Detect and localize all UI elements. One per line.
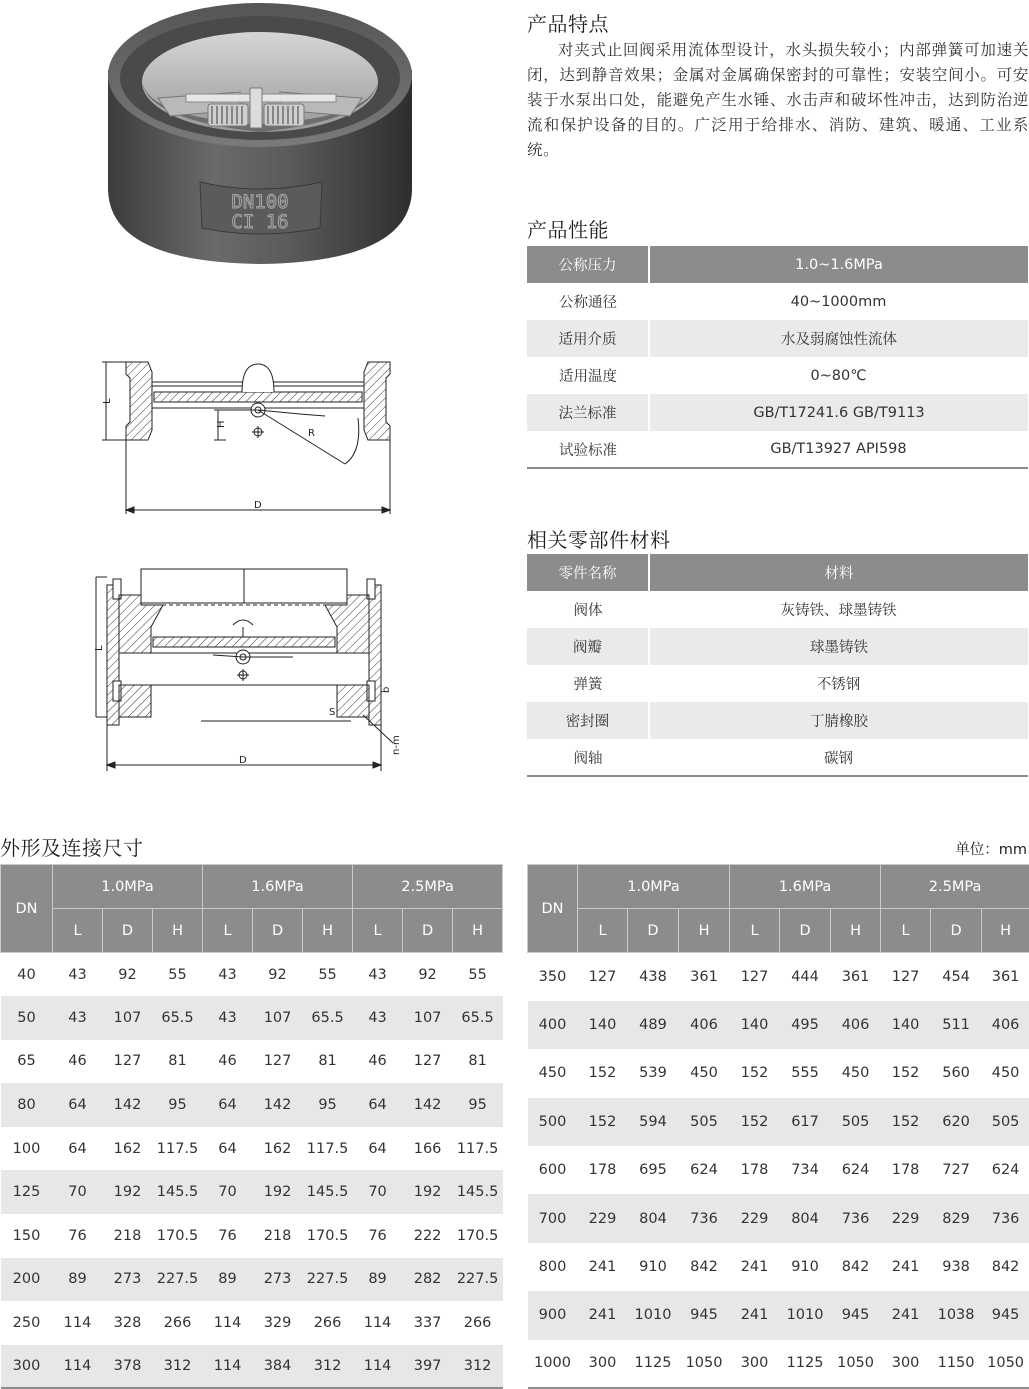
dn-cell: 400 xyxy=(528,1001,578,1049)
dimension-cell: 92 xyxy=(118,966,137,983)
dimension-cell: 227.5 xyxy=(453,1258,503,1302)
dimension-cell: 162 xyxy=(263,1140,292,1157)
table-row xyxy=(527,394,1028,431)
col-header: L xyxy=(53,909,103,953)
dimension-cell: 55 xyxy=(318,966,337,983)
dimension-cell: 114 xyxy=(53,1345,103,1389)
dimension-cell: 804 xyxy=(628,1194,679,1242)
dimension-cell: 95 xyxy=(453,1083,503,1127)
table-row xyxy=(528,1049,1029,1097)
dimension-cell: 170.5 xyxy=(156,1227,199,1244)
col-header: D xyxy=(931,909,982,953)
dimension-cell: 218 xyxy=(113,1227,142,1244)
col-header: D xyxy=(103,909,153,953)
dimension-cell: 505 xyxy=(831,1098,881,1146)
table-row xyxy=(527,554,1028,591)
dimension-cell: 145.5 xyxy=(303,1170,353,1214)
dimension-cell: 43 xyxy=(218,966,237,983)
dimension-cell: 273 xyxy=(103,1258,153,1302)
dimension-cell: 273 xyxy=(253,1258,303,1302)
dimension-cell: 127 xyxy=(588,968,617,985)
dimension-cell: 114 xyxy=(63,1315,92,1332)
unit-label: 单位：mm xyxy=(955,842,1027,858)
dimension-cell: 1038 xyxy=(931,1291,982,1339)
dimension-cell: 1010 xyxy=(628,1291,679,1339)
table-row xyxy=(527,739,1028,776)
dn-cell: 250 xyxy=(12,1315,41,1332)
spec-value: 水及弱腐蚀性流体 xyxy=(649,320,1028,357)
wafer-check-valve-image xyxy=(100,0,420,268)
table-row xyxy=(527,665,1028,702)
dn-cell: 100 xyxy=(12,1140,41,1157)
dimension-cell: 489 xyxy=(628,1001,679,1049)
table-row xyxy=(527,246,1028,283)
table-row xyxy=(1,1083,503,1127)
part-name: 阀轴 xyxy=(527,739,649,776)
valve-flange-drawing-2 xyxy=(93,565,413,773)
table-row xyxy=(1,1170,503,1214)
dimension-cell: 300 xyxy=(730,1340,780,1388)
table-row xyxy=(527,431,1028,468)
dimension-cell: 1010 xyxy=(780,1291,831,1339)
material: 丁腈橡胶 xyxy=(649,702,1028,739)
valve-section-drawing-1 xyxy=(100,352,405,517)
dimension-cell: 384 xyxy=(253,1345,303,1389)
dimension-cell: 555 xyxy=(791,1065,819,1082)
dimension-cell: 70 xyxy=(203,1170,253,1214)
dimension-cell: 736 xyxy=(679,1194,730,1242)
dimension-cell: 127 xyxy=(891,968,920,985)
dimension-cell: 55 xyxy=(468,966,487,983)
dn-cell: 350 xyxy=(538,968,567,985)
col-header: H xyxy=(679,909,730,953)
spec-value: 1.0~1.6MPa xyxy=(649,246,1028,283)
spec-value: 0~80℃ xyxy=(810,367,867,384)
dimension-cell: 114 xyxy=(213,1315,242,1332)
material: 球墨铸铁 xyxy=(649,628,1028,665)
col-header: L xyxy=(578,909,628,953)
dimension-cell: 114 xyxy=(363,1315,392,1332)
dimension-cell: 152 xyxy=(891,1065,920,1082)
dimension-cell: 222 xyxy=(413,1227,442,1244)
dimension-cell: 64 xyxy=(368,1140,387,1157)
dimension-cell: 192 xyxy=(253,1170,303,1214)
col-header: L xyxy=(203,909,253,953)
col-header: H xyxy=(831,909,881,953)
dimension-cell: 1125 xyxy=(628,1340,679,1388)
dimension-cell: 95 xyxy=(303,1083,353,1127)
dimension-cell: 127 xyxy=(740,968,769,985)
technical-drawing-1 xyxy=(100,352,405,517)
dimensions-table-right xyxy=(527,864,1029,1389)
dimension-cell: 43 xyxy=(203,996,253,1040)
dn-header: DN xyxy=(528,865,578,953)
dimension-cell: 65.5 xyxy=(153,996,203,1040)
dimension-cell: 337 xyxy=(413,1315,442,1332)
dimension-cell: 624 xyxy=(690,1162,718,1179)
dn-cell: 125 xyxy=(1,1170,53,1214)
dimension-cell: 945 xyxy=(982,1291,1029,1339)
dn-cell: 65 xyxy=(17,1053,36,1070)
dimension-cell: 152 xyxy=(881,1098,931,1146)
dimension-cell: 89 xyxy=(53,1258,103,1302)
spec-key: 公称通径 xyxy=(559,295,617,311)
materials-title: 相关零部件材料 xyxy=(527,528,671,552)
col-header: D xyxy=(253,909,303,953)
dimension-cell: 145.5 xyxy=(453,1170,503,1214)
dimension-cell: 140 xyxy=(578,1001,628,1049)
dimension-cell: 1050 xyxy=(982,1340,1029,1388)
table-row xyxy=(528,1243,1029,1291)
cast-text-2: CI 16 xyxy=(231,211,289,233)
drawing1-label-D: D xyxy=(254,500,262,511)
table-row xyxy=(527,628,1028,665)
table-row xyxy=(1,1301,503,1345)
col-header: H xyxy=(153,909,203,953)
dimension-cell: 229 xyxy=(578,1194,628,1242)
dimension-cell: 511 xyxy=(931,1001,982,1049)
dimension-cell: 127 xyxy=(113,1053,142,1070)
table-row xyxy=(527,591,1028,628)
dimension-cell: 140 xyxy=(881,1001,931,1049)
dimension-cell: 312 xyxy=(453,1345,503,1389)
dimension-cell: 241 xyxy=(891,1259,920,1276)
col-header: D xyxy=(780,909,831,953)
dimension-cell: 92 xyxy=(268,966,287,983)
table-row xyxy=(1,1127,503,1171)
dimension-cell: 55 xyxy=(168,966,187,983)
dimension-cell: 727 xyxy=(942,1162,970,1179)
dimension-cell: 361 xyxy=(690,968,718,985)
table-row xyxy=(1,1214,503,1258)
performance-table xyxy=(527,246,1028,469)
col-header: H xyxy=(453,909,503,953)
dimension-cell: 114 xyxy=(353,1345,403,1389)
dimension-cell: 64 xyxy=(218,1140,237,1157)
dimension-cell: 842 xyxy=(690,1259,718,1276)
features-title: 产品特点 xyxy=(527,12,609,36)
dn-header: DN xyxy=(1,865,53,953)
dimension-cell: 178 xyxy=(891,1162,920,1179)
dimension-cell: 64 xyxy=(68,1140,87,1157)
dimension-cell: 910 xyxy=(791,1259,819,1276)
cast-text-1: DN100 xyxy=(231,191,289,213)
dimension-cell: 266 xyxy=(313,1315,342,1332)
table-row xyxy=(527,320,1028,357)
dn-cell: 300 xyxy=(1,1345,53,1389)
dimension-cell: 438 xyxy=(639,968,667,985)
dimension-cell: 92 xyxy=(418,966,437,983)
dimension-cell: 140 xyxy=(730,1001,780,1049)
dimension-cell: 300 xyxy=(881,1340,931,1388)
dimension-cell: 95 xyxy=(153,1083,203,1127)
dimension-cell: 406 xyxy=(982,1001,1029,1049)
dimension-cell: 1050 xyxy=(679,1340,730,1388)
dimension-cell: 70 xyxy=(353,1170,403,1214)
dn-cell: 700 xyxy=(528,1194,578,1242)
dimension-cell: 142 xyxy=(253,1083,303,1127)
dimension-cell: 43 xyxy=(368,966,387,983)
dimension-cell: 107 xyxy=(103,996,153,1040)
dn-cell: 900 xyxy=(528,1291,578,1339)
dimension-cell: 142 xyxy=(103,1083,153,1127)
dimension-cell: 107 xyxy=(403,996,453,1040)
product-photo xyxy=(100,0,420,268)
dimension-cell: 329 xyxy=(263,1315,292,1332)
dimension-cell: 1050 xyxy=(831,1340,881,1388)
dimensions-table-left xyxy=(0,864,503,1389)
dimension-cell: 734 xyxy=(791,1162,819,1179)
dimension-cell: 170.5 xyxy=(456,1227,499,1244)
material: 不锈钢 xyxy=(816,677,861,693)
table-row xyxy=(528,1001,1029,1049)
performance-title: 产品性能 xyxy=(527,218,609,242)
table-row xyxy=(528,953,1029,1001)
dimension-cell: 1150 xyxy=(931,1340,982,1388)
pressure-group-header: 1.0MPa xyxy=(53,865,203,909)
dimension-cell: 192 xyxy=(403,1170,453,1214)
dimension-cell: 842 xyxy=(991,1259,1020,1276)
table-row xyxy=(528,1194,1029,1242)
dimension-cell: 266 xyxy=(463,1315,492,1332)
col-header: D xyxy=(403,909,453,953)
drawing2-label-nm: n-m xyxy=(391,735,402,755)
part-name: 阀体 xyxy=(573,603,603,619)
dimension-cell: 145.5 xyxy=(153,1170,203,1214)
table-row xyxy=(1,1345,503,1389)
dn-cell: 200 xyxy=(1,1258,53,1302)
dimension-cell: 152 xyxy=(578,1098,628,1146)
dimension-cell: 64 xyxy=(203,1083,253,1127)
dimension-cell: 89 xyxy=(203,1258,253,1302)
dimension-cell: 539 xyxy=(639,1065,667,1082)
spec-key: 适用温度 xyxy=(559,369,617,385)
dimension-cell: 695 xyxy=(639,1162,667,1179)
dimension-cell: 218 xyxy=(263,1227,292,1244)
dimension-cell: 166 xyxy=(413,1140,442,1157)
table-row xyxy=(1,1040,503,1084)
spec-value: GB/T17241.6 GB/T9113 xyxy=(649,394,1028,431)
dn-cell: 600 xyxy=(538,1162,567,1179)
dimension-cell: 76 xyxy=(218,1227,237,1244)
dimension-cell: 76 xyxy=(68,1227,87,1244)
dimension-cell: 43 xyxy=(53,996,103,1040)
drawing2-label-D: D xyxy=(239,755,247,766)
table-row xyxy=(527,283,1028,320)
dimension-cell: 127 xyxy=(413,1053,442,1070)
pressure-group-header: 2.5MPa xyxy=(353,865,503,909)
dimension-cell: 170.5 xyxy=(306,1227,349,1244)
dimension-cell: 842 xyxy=(841,1259,870,1276)
dimension-cell: 406 xyxy=(679,1001,730,1049)
table-row xyxy=(1,1258,503,1302)
part-name-header: 零件名称 xyxy=(527,554,649,591)
pressure-group-header: 1.6MPa xyxy=(730,865,881,909)
dimension-cell: 312 xyxy=(303,1345,353,1389)
dn-cell: 450 xyxy=(538,1065,567,1082)
dimension-cell: 620 xyxy=(931,1098,982,1146)
dn-cell: 800 xyxy=(538,1259,567,1276)
spec-value: 40~1000mm xyxy=(790,293,887,310)
dimension-cell: 114 xyxy=(203,1345,253,1389)
table-row xyxy=(527,702,1028,739)
dimension-cell: 266 xyxy=(163,1315,192,1332)
dn-cell: 150 xyxy=(12,1227,41,1244)
dimension-cell: 162 xyxy=(113,1140,142,1157)
dimension-cell: 312 xyxy=(153,1345,203,1389)
spec-value: GB/T13927 API598 xyxy=(649,431,1028,468)
dimension-cell: 65.5 xyxy=(453,996,503,1040)
dimension-cell: 454 xyxy=(942,968,970,985)
dimension-cell: 65.5 xyxy=(303,996,353,1040)
drawing1-label-R: R xyxy=(308,428,315,439)
material: 碳钢 xyxy=(649,739,1028,776)
dimension-cell: 241 xyxy=(588,1259,617,1276)
dimension-cell: 229 xyxy=(730,1194,780,1242)
material: 灰铸铁、球墨铸铁 xyxy=(780,603,897,619)
dimension-cell: 300 xyxy=(578,1340,628,1388)
dn-cell: 80 xyxy=(1,1083,53,1127)
dimension-cell: 397 xyxy=(403,1345,453,1389)
dimension-cell: 117.5 xyxy=(456,1140,499,1157)
dimension-cell: 81 xyxy=(168,1053,187,1070)
dimension-cell: 43 xyxy=(353,996,403,1040)
dn-cell: 40 xyxy=(17,966,36,983)
dimension-cell: 117.5 xyxy=(306,1140,349,1157)
drawing2-label-b: b xyxy=(381,686,392,693)
spec-key: 公称压力 xyxy=(527,246,649,283)
dimension-cell: 450 xyxy=(690,1065,718,1082)
dn-cell: 1000 xyxy=(528,1340,578,1388)
pressure-group-header: 2.5MPa xyxy=(881,865,1029,909)
dimension-cell: 152 xyxy=(730,1098,780,1146)
pressure-group-header: 1.6MPa xyxy=(203,865,353,909)
col-header: L xyxy=(881,909,931,953)
dimension-cell: 378 xyxy=(103,1345,153,1389)
dimension-cell: 945 xyxy=(831,1291,881,1339)
dimension-cell: 117.5 xyxy=(156,1140,199,1157)
drawing1-label-H: H xyxy=(216,420,227,428)
dimension-cell: 89 xyxy=(353,1258,403,1302)
col-header: D xyxy=(628,909,679,953)
material-header: 材料 xyxy=(649,554,1028,591)
dimension-cell: 328 xyxy=(113,1315,142,1332)
dimension-cell: 227.5 xyxy=(153,1258,203,1302)
dimension-cell: 178 xyxy=(740,1162,769,1179)
dimension-cell: 227.5 xyxy=(303,1258,353,1302)
dimension-cell: 46 xyxy=(368,1053,387,1070)
table-row xyxy=(528,1098,1029,1146)
dimension-cell: 910 xyxy=(639,1259,667,1276)
dimension-cell: 1125 xyxy=(780,1340,831,1388)
table-row xyxy=(528,1146,1029,1194)
col-header: L xyxy=(353,909,403,953)
dimension-cell: 43 xyxy=(68,966,87,983)
dimension-cell: 505 xyxy=(982,1098,1029,1146)
dimension-cell: 64 xyxy=(53,1083,103,1127)
dimension-cell: 804 xyxy=(780,1194,831,1242)
dimension-cell: 70 xyxy=(53,1170,103,1214)
drawing2-label-L: L xyxy=(94,645,105,651)
spec-key: 适用介质 xyxy=(527,320,649,357)
dimension-cell: 81 xyxy=(468,1053,487,1070)
dimension-cell: 560 xyxy=(942,1065,970,1082)
dimension-cell: 241 xyxy=(578,1291,628,1339)
spec-key: 试验标准 xyxy=(527,431,649,468)
dimension-cell: 444 xyxy=(791,968,819,985)
dimension-cell: 107 xyxy=(253,996,303,1040)
col-header: H xyxy=(982,909,1029,953)
drawing2-label-S: S xyxy=(329,707,336,718)
dn-cell: 500 xyxy=(528,1098,578,1146)
dimension-cell: 450 xyxy=(841,1065,870,1082)
dimension-cell: 624 xyxy=(841,1162,870,1179)
col-header: L xyxy=(730,909,780,953)
dimension-cell: 64 xyxy=(353,1083,403,1127)
technical-drawing-2 xyxy=(93,565,413,773)
dn-cell: 50 xyxy=(1,996,53,1040)
dimension-cell: 127 xyxy=(263,1053,292,1070)
part-name: 密封圈 xyxy=(527,702,649,739)
dimension-cell: 241 xyxy=(730,1291,780,1339)
part-name: 阀瓣 xyxy=(527,628,649,665)
dimensions-title: 外形及连接尺寸 xyxy=(0,836,144,860)
dimension-cell: 46 xyxy=(218,1053,237,1070)
col-header: H xyxy=(303,909,353,953)
table-row xyxy=(527,357,1028,394)
dimension-cell: 46 xyxy=(68,1053,87,1070)
dimension-cell: 81 xyxy=(318,1053,337,1070)
materials-table xyxy=(527,554,1028,777)
dimension-cell: 241 xyxy=(881,1291,931,1339)
dimension-cell: 594 xyxy=(628,1098,679,1146)
dimension-cell: 178 xyxy=(588,1162,617,1179)
dimension-cell: 450 xyxy=(991,1065,1020,1082)
features-text: 对夹式止回阀采用流体型设计，水头损失较小；内部弹簧可加速关闭，达到静音效果；金属对金属确保密封的可靠性；安装空间小。可安装于水泵出口处，能避免产生水锤、水击声和破坏性冲击，达到防治逆流和保护设备的目的。广泛用于给排水、消防、建筑、暖通、工业系统。 xyxy=(527,41,1029,159)
table-row xyxy=(528,1291,1029,1339)
pressure-group-header: 1.0MPa xyxy=(578,865,730,909)
dimension-cell: 282 xyxy=(403,1258,453,1302)
dimension-cell: 361 xyxy=(991,968,1020,985)
dimension-cell: 152 xyxy=(740,1065,769,1082)
dimension-cell: 505 xyxy=(679,1098,730,1146)
dimension-cell: 617 xyxy=(780,1098,831,1146)
table-row xyxy=(528,1340,1029,1388)
dimension-cell: 829 xyxy=(931,1194,982,1242)
dimension-cell: 938 xyxy=(942,1259,970,1276)
dimension-cell: 406 xyxy=(831,1001,881,1049)
table-row xyxy=(1,996,503,1040)
dimension-cell: 142 xyxy=(403,1083,453,1127)
dimension-cell: 152 xyxy=(588,1065,617,1082)
part-name: 弹簧 xyxy=(573,677,603,693)
dimension-cell: 241 xyxy=(740,1259,769,1276)
spec-key: 法兰标准 xyxy=(527,394,649,431)
dimension-cell: 736 xyxy=(831,1194,881,1242)
dimension-cell: 192 xyxy=(103,1170,153,1214)
dimension-cell: 361 xyxy=(841,968,870,985)
dimension-cell: 945 xyxy=(679,1291,730,1339)
dimension-cell: 229 xyxy=(881,1194,931,1242)
dimension-cell: 624 xyxy=(991,1162,1020,1179)
dimension-cell: 495 xyxy=(780,1001,831,1049)
dimension-cell: 736 xyxy=(982,1194,1029,1242)
dimension-cell: 76 xyxy=(368,1227,387,1244)
drawing1-label-L: L xyxy=(102,398,113,404)
table-row xyxy=(1,953,503,997)
